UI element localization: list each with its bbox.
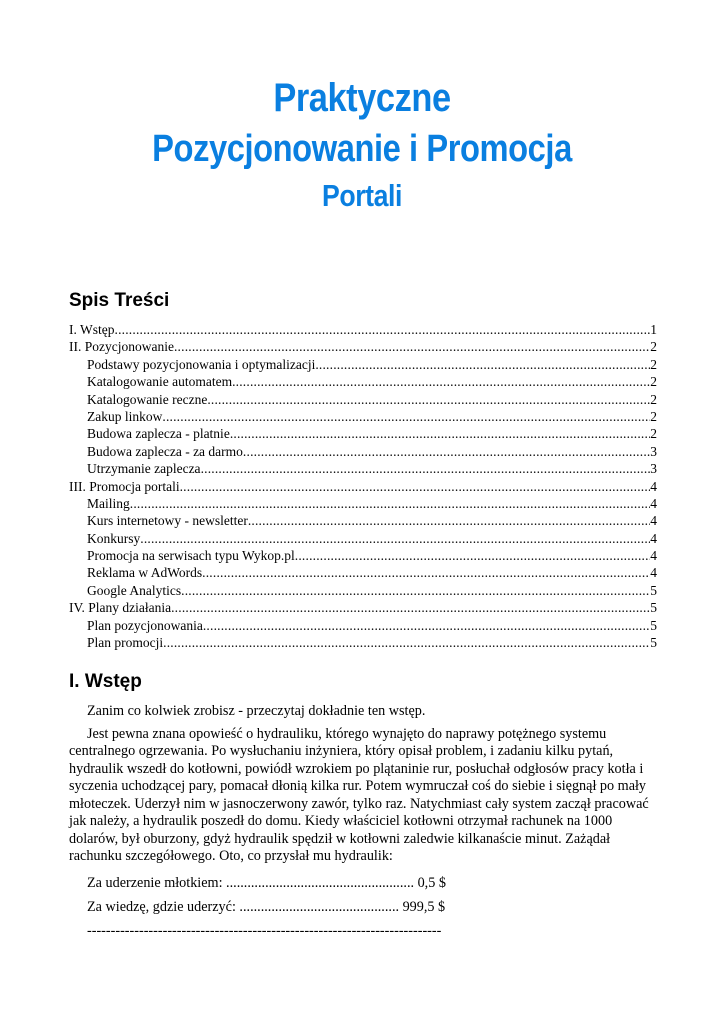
toc-entry-page: 2 <box>650 391 657 407</box>
toc-entry[interactable] <box>69 565 657 582</box>
toc-leader-dots <box>248 513 650 529</box>
toc-leader-dots <box>174 339 650 355</box>
toc-entry[interactable] <box>69 322 657 339</box>
toc-entry[interactable] <box>69 583 657 600</box>
toc-entry-page: 5 <box>650 600 657 616</box>
toc-leader-dots <box>115 322 651 338</box>
toc-heading: Spis Treści <box>69 290 170 311</box>
toc-entry[interactable] <box>69 618 657 635</box>
toc-entry-label: Promocja na serwisach typu Wykop.pl <box>87 548 295 564</box>
toc-entry-page: 2 <box>650 426 657 442</box>
table-of-contents <box>69 322 657 652</box>
toc-leader-dots <box>203 618 650 634</box>
toc-entry-page: 5 <box>650 617 657 633</box>
document-title <box>0 72 724 218</box>
toc-entry-page: 4 <box>650 513 657 529</box>
title-line-1: Praktyczne <box>273 76 451 120</box>
toc-leader-dots <box>230 426 650 442</box>
invoice-separator: --------------------------------------------------------------------------- <box>87 922 442 939</box>
toc-leader-dots <box>243 444 650 460</box>
title-line-3: Portali <box>322 178 402 213</box>
toc-entry[interactable] <box>69 357 657 374</box>
toc-entry-label: IV. Plany działania <box>69 600 172 616</box>
toc-entry[interactable] <box>69 444 657 461</box>
toc-entry-page: 2 <box>650 408 657 424</box>
toc-leader-dots <box>162 409 650 425</box>
toc-leader-dots <box>171 600 650 616</box>
toc-entry-page: 4 <box>650 565 657 581</box>
toc-entry-label: Plan promocji <box>87 635 164 651</box>
paragraph: Jest pewna znana opowieść o hydrauliku, którego wynajęto do naprawy potężnego systemu centralnego ogrzewania. Po wysłuchaniu inżyniera, który opisał problem, i zadaniu kilku pytań, hydraulik wszedł do kotłowni, powiódł wzrokiem po plątaninie rur, posłuchał odgłosów pracy kotła i syczenia uchodzącej pary, pomacał dłonią kilka rur. Potem wymruczał coś do siebie i sięgnął po mały młoteczek. Uderzył nim w jasnoczerwony zawór, tylko raz. Natychmiast cały system zaczął pracować jak należy, a hydraulik poszedł do domu. Kiedy właściciel kotłowni otrzymał rachunek na 1000 dolarów, był oburzony, gdyż hydraulik spędził w kotłowni zaledwie kilkanaście minut. Zażądał rachunku szczegółowego. Oto, co przysłał mu hydraulik: <box>69 725 649 864</box>
toc-entry-label: Katalogowanie automatem <box>87 374 233 390</box>
toc-entry-label: Budowa zaplecza - za darmo <box>87 443 243 459</box>
toc-entry-page: 3 <box>650 461 657 477</box>
toc-entry-label: II. Pozycjonowanie <box>69 339 174 355</box>
toc-entry-label: Budowa zaplecza - platnie <box>87 426 230 442</box>
toc-entry[interactable] <box>69 461 657 478</box>
paragraph: Zanim co kolwiek zrobisz - przeczytaj dokładnie ten wstęp. <box>87 703 426 719</box>
toc-entry[interactable] <box>69 374 657 391</box>
toc-entry-page: 2 <box>650 374 657 390</box>
toc-leader-dots <box>181 583 650 599</box>
invoice-line: Za uderzenie młotkiem: ..................................................... 0,5 $ <box>87 874 446 891</box>
toc-entry-page: 2 <box>650 356 657 372</box>
toc-entry[interactable] <box>69 339 657 356</box>
toc-leader-dots <box>315 357 650 373</box>
toc-leader-dots <box>295 548 650 564</box>
toc-leader-dots <box>130 496 651 512</box>
toc-entry-label: Zakup linkow <box>87 408 163 424</box>
toc-entry-page: 3 <box>650 443 657 459</box>
toc-entry-page: 1 <box>650 322 657 337</box>
toc-entry[interactable] <box>69 409 657 426</box>
toc-entry-page: 4 <box>650 495 657 511</box>
toc-entry-label: Konkursy <box>87 530 141 546</box>
title-line-2: Pozycjonowanie i Promocja <box>152 128 572 170</box>
section-heading-intro: I. Wstęp <box>69 671 142 692</box>
toc-leader-dots <box>202 565 650 581</box>
toc-entry-page: 4 <box>650 548 657 564</box>
toc-leader-dots <box>232 374 650 390</box>
toc-entry-page: 4 <box>650 530 657 546</box>
toc-leader-dots <box>140 531 650 547</box>
toc-entry[interactable] <box>69 513 657 530</box>
toc-leader-dots <box>207 392 650 408</box>
toc-entry[interactable] <box>69 635 657 652</box>
toc-entry-label: I. Wstęp <box>69 322 115 337</box>
invoice-line: Za wiedzę, gdzie uderzyć: ............................................. 999,5 $ <box>87 898 446 915</box>
toc-entry-label: Mailing <box>87 495 130 511</box>
toc-entry-label: Katalogowanie reczne <box>87 391 208 407</box>
toc-entry[interactable] <box>69 479 657 496</box>
toc-entry[interactable] <box>69 496 657 513</box>
toc-entry-page: 2 <box>650 339 657 355</box>
invoice-list <box>69 871 659 943</box>
toc-entry-label: Utrzymanie zaplecza <box>87 461 201 477</box>
toc-leader-dots <box>180 479 651 495</box>
toc-entry[interactable] <box>69 600 657 617</box>
section-body-intro <box>69 703 659 943</box>
toc-entry[interactable] <box>69 426 657 443</box>
toc-entry[interactable] <box>69 392 657 409</box>
toc-entry-page: 5 <box>650 635 657 651</box>
toc-entry-label: Kurs internetowy - newsletter <box>87 513 248 529</box>
toc-entry-page: 5 <box>650 582 657 598</box>
toc-entry-page: 4 <box>650 478 657 494</box>
toc-entry[interactable] <box>69 531 657 548</box>
toc-leader-dots <box>201 461 651 477</box>
toc-entry-label: Plan pozycjonowania <box>87 617 203 633</box>
toc-entry-label: III. Promocja portali <box>69 478 180 494</box>
toc-leader-dots <box>163 635 650 651</box>
toc-entry[interactable] <box>69 548 657 565</box>
toc-entry-label: Podstawy pozycjonowania i optymalizacji <box>87 356 316 372</box>
toc-entry-label: Reklama w AdWords <box>87 565 203 581</box>
toc-entry-label: Google Analytics <box>87 582 182 598</box>
